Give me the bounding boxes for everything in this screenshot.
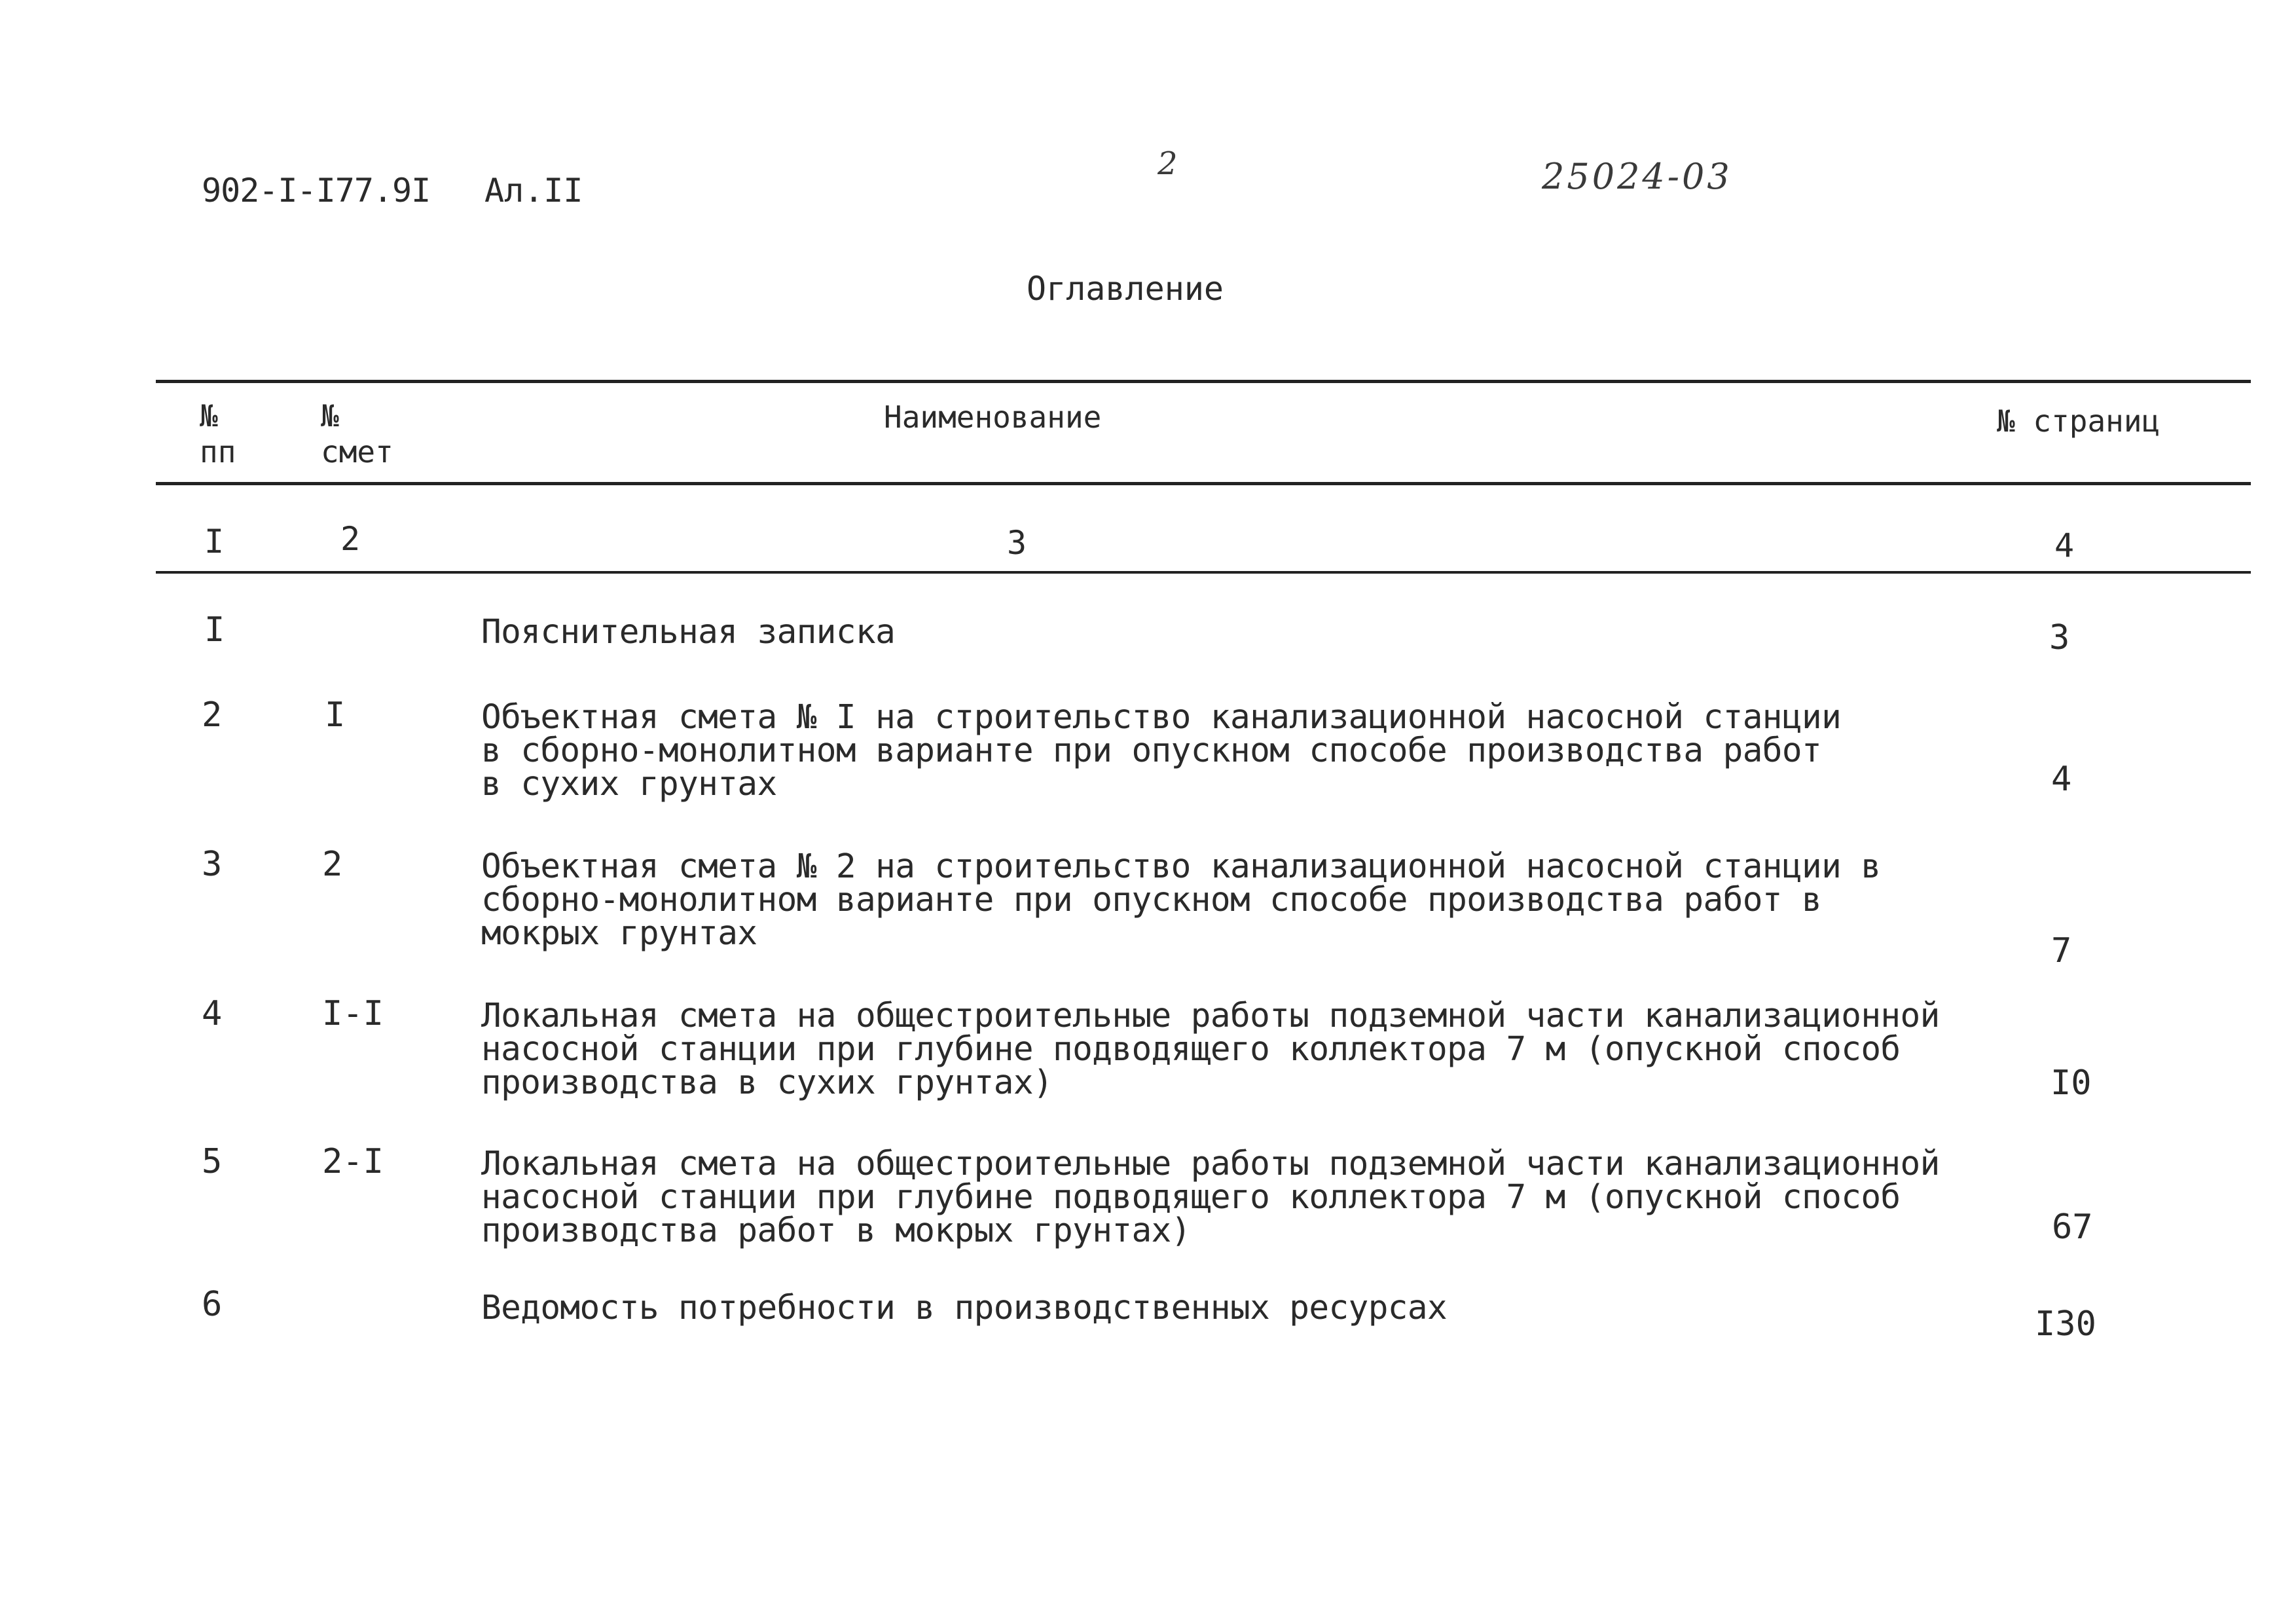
page-number: 2 bbox=[1157, 145, 1178, 182]
row-4-estimate-number: I-I bbox=[322, 994, 384, 1033]
row-2-name bbox=[481, 698, 1842, 803]
inventory-number: 25024-03 bbox=[1542, 156, 1732, 197]
column-number-3: 3 bbox=[1007, 524, 1027, 562]
row-5-name-line: Локальная смета на общестроительные работы подземной части канализационной bbox=[481, 1145, 1940, 1183]
row-6-name-line: Ведомость потребности в производственных ресурсах bbox=[481, 1289, 1448, 1327]
row-3-name-line: Объектная смета № 2 на строительство канализационной насосной станции в bbox=[481, 847, 1881, 886]
album-number: Ал.II bbox=[484, 172, 583, 210]
row-3-page: 7 bbox=[2051, 931, 2072, 970]
row-2-name-line: Объектная смета № I на строительство канализационной насосной станции bbox=[481, 698, 1842, 737]
row-6-name bbox=[481, 1291, 1447, 1325]
document-code: 902-I-I77.9I bbox=[202, 172, 431, 210]
table-header-rule bbox=[156, 482, 2251, 485]
header-estimate-number-label: смет bbox=[321, 434, 393, 470]
row-6-item-number: 6 bbox=[202, 1285, 223, 1324]
row-5-name-line: производства работ в мокрых грунтах) bbox=[481, 1211, 1191, 1250]
row-3-name bbox=[481, 847, 1881, 953]
row-3-estimate-number: 2 bbox=[322, 845, 343, 884]
table-column-number-rule bbox=[156, 571, 2251, 574]
page-title: Оглавление bbox=[1027, 270, 1224, 308]
header-estimate-number bbox=[321, 398, 393, 470]
row-4-name-line: насосной станции при глубине подводящего коллектора 7 м (опускной способ bbox=[481, 1030, 1901, 1069]
row-4-page: I0 bbox=[2050, 1063, 2092, 1103]
table-top-rule bbox=[156, 380, 2251, 383]
row-1-item-number: I bbox=[204, 610, 225, 650]
row-5-estimate-number: 2-I bbox=[322, 1142, 384, 1181]
row-4-name-line: Локальная смета на общестроительные работы подземной части канализационной bbox=[481, 997, 1940, 1035]
row-5-item-number: 5 bbox=[202, 1142, 223, 1181]
row-1-name-line: Пояснительная записка bbox=[481, 613, 896, 652]
row-1-name bbox=[481, 613, 896, 652]
header-item-number-sign: № bbox=[200, 398, 218, 434]
row-2-estimate-number: I bbox=[325, 695, 346, 735]
column-number-1: I bbox=[204, 523, 225, 561]
row-6-page: I30 bbox=[2035, 1304, 2096, 1344]
column-number-4: 4 bbox=[2054, 526, 2075, 564]
column-number-2: 2 bbox=[340, 520, 361, 558]
row-4-name bbox=[481, 997, 1940, 1102]
row-5-name-line: насосной станции при глубине подводящего коллектора 7 м (опускной способ bbox=[481, 1178, 1901, 1217]
row-3-item-number: 3 bbox=[202, 845, 223, 884]
header-estimate-number-sign: № bbox=[321, 398, 339, 434]
header-name: Наименование bbox=[884, 399, 1102, 435]
row-4-name-line: производства в сухих грунтах) bbox=[481, 1063, 1053, 1102]
row-5-page: 67 bbox=[2052, 1208, 2093, 1247]
header-pages: № страниц bbox=[1997, 403, 2160, 439]
header-item-number-label: пп bbox=[200, 434, 236, 470]
row-5-name bbox=[481, 1145, 1940, 1250]
row-2-item-number: 2 bbox=[202, 695, 223, 735]
row-4-item-number: 4 bbox=[202, 994, 223, 1033]
row-3-name-line: мокрых грунтах bbox=[481, 914, 757, 953]
row-3-name-line: сборно-монолитном варианте при опускном способе производства работ в bbox=[481, 881, 1822, 919]
header-item-number bbox=[200, 398, 236, 470]
row-2-name-line: в сухих грунтах bbox=[481, 765, 777, 803]
row-2-page: 4 bbox=[2051, 760, 2072, 799]
row-2-name-line: в сборно-монолитном варианте при опускном способе производства работ bbox=[481, 731, 1822, 770]
row-1-page: 3 bbox=[2049, 618, 2070, 657]
